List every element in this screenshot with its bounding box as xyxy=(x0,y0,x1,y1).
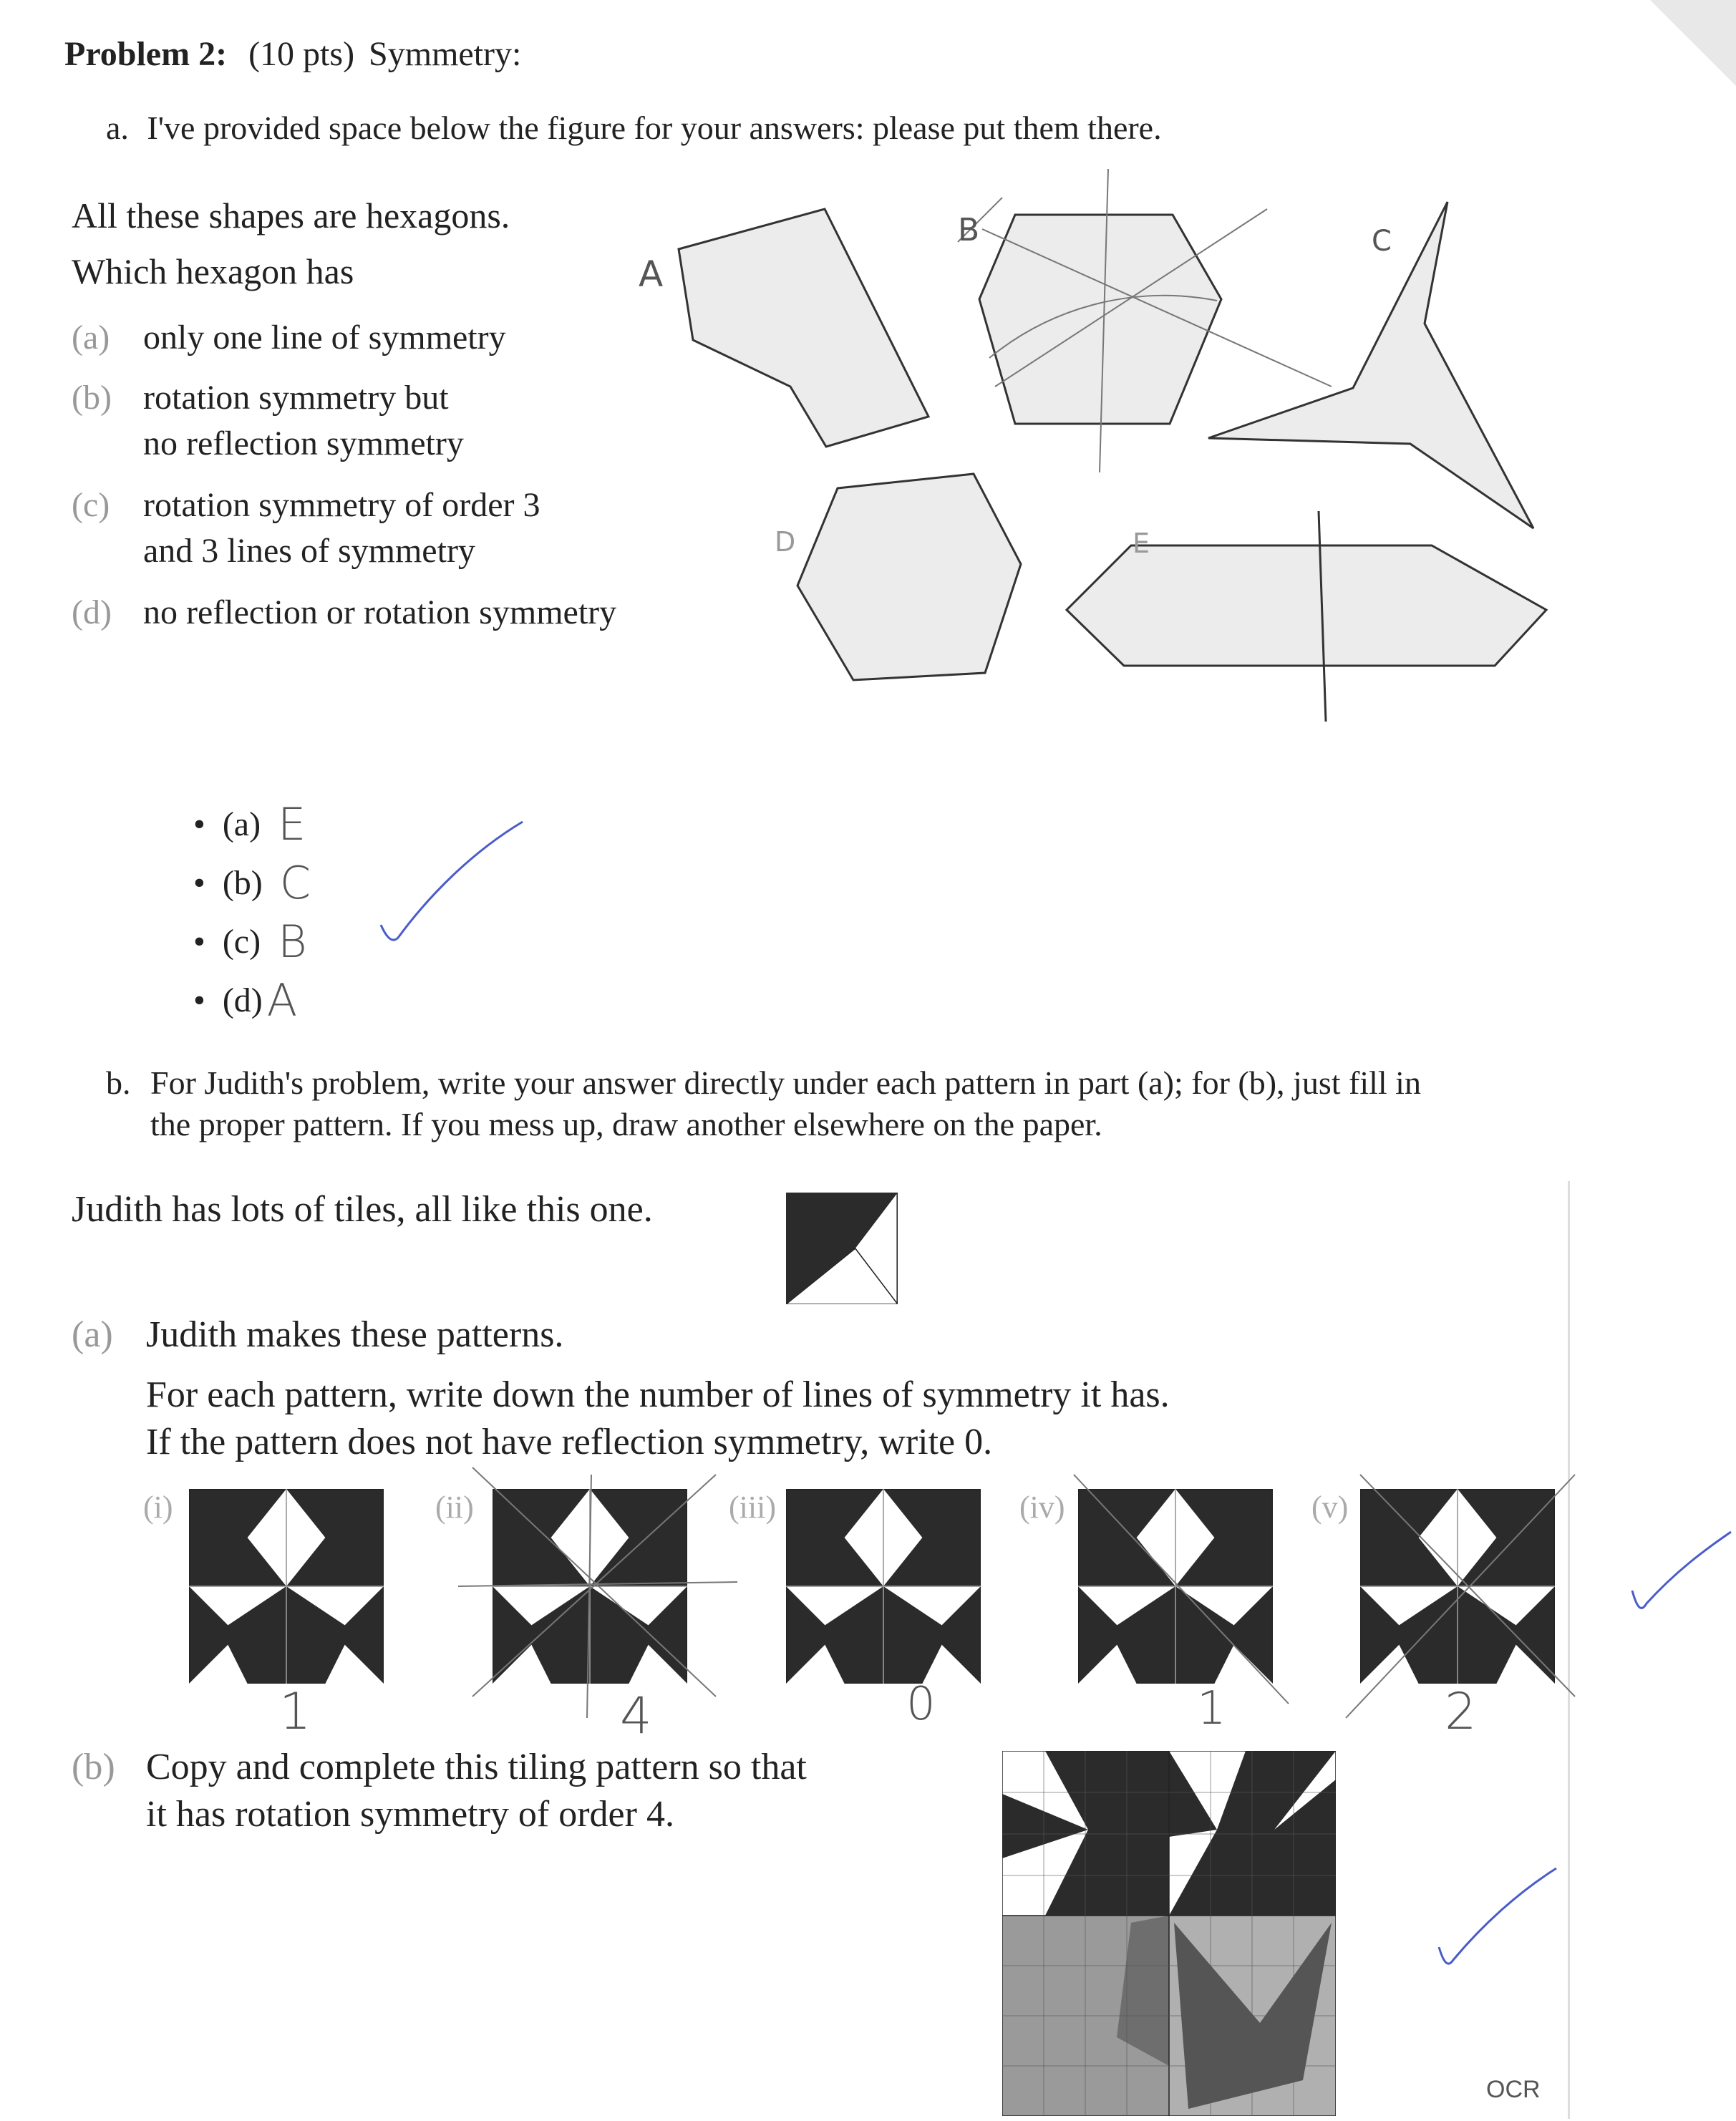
shape-letter-a: A xyxy=(639,253,664,295)
question-a: (a) only one line of symmetry xyxy=(72,319,506,356)
shape-letter-b: B xyxy=(958,212,980,248)
tiling-pattern xyxy=(1002,1751,1336,2116)
pattern-answer: 4 xyxy=(620,1686,652,1745)
part-b-marker: b. xyxy=(106,1064,131,1101)
sub-a-text: (a) Judith makes these patterns. For each pattern, write down the number of lines of symmetry it has. If the pattern does not have reflection symmetry, write 0. xyxy=(72,1314,1170,1462)
answer-b: • (b) C xyxy=(193,853,311,912)
problem-topic: Symmetry: xyxy=(369,35,522,73)
pattern-answer: 2 xyxy=(1445,1682,1477,1741)
part-a-marker: a. xyxy=(106,110,129,146)
problem-number: Problem 2: xyxy=(64,35,228,73)
shape-letter-d: D xyxy=(775,526,796,558)
ocr-tag: OCR xyxy=(1486,2076,1541,2103)
pattern-answer: 1 xyxy=(279,1682,311,1741)
intro-line-1: All these shapes are hexagons. xyxy=(72,195,510,236)
judith-intro: Judith has lots of tiles, all like this one. xyxy=(72,1189,653,1230)
problem-points: (10 pts) xyxy=(248,35,355,73)
intro-line-2: Which hexagon has xyxy=(72,251,354,291)
shape-letter-c: C xyxy=(1372,225,1392,258)
question-d: (d) no reflection or rotation symmetry xyxy=(72,593,617,631)
answer-d: • (d) A xyxy=(193,971,311,1029)
question-c: (c) rotation symmetry of order 3 and 3 lines of symmetry xyxy=(72,486,540,570)
question-b: (b) rotation symmetry but no reflection symmetry xyxy=(72,379,464,462)
sub-b-text: (b) Copy and complete this tiling pattern so that it has rotation symmetry of order 4. xyxy=(72,1747,807,1835)
pattern-answer: 0 xyxy=(906,1678,936,1731)
pattern-answer: 1 xyxy=(1197,1682,1226,1735)
answer-a: • (a) E xyxy=(193,795,311,853)
part-b-instruction: b. For Judith's problem, write your answer directly under each pattern in part (a); for (b), just fill in the proper pattern. If you mess up, draw another elsewhere on the paper. xyxy=(106,1062,1710,1145)
answer-c: • (c) B xyxy=(193,912,311,971)
part-a-instruction-text: I've provided space below the figure for your answers: please put them there. xyxy=(147,110,1162,146)
shape-letter-e: E xyxy=(1133,528,1150,559)
